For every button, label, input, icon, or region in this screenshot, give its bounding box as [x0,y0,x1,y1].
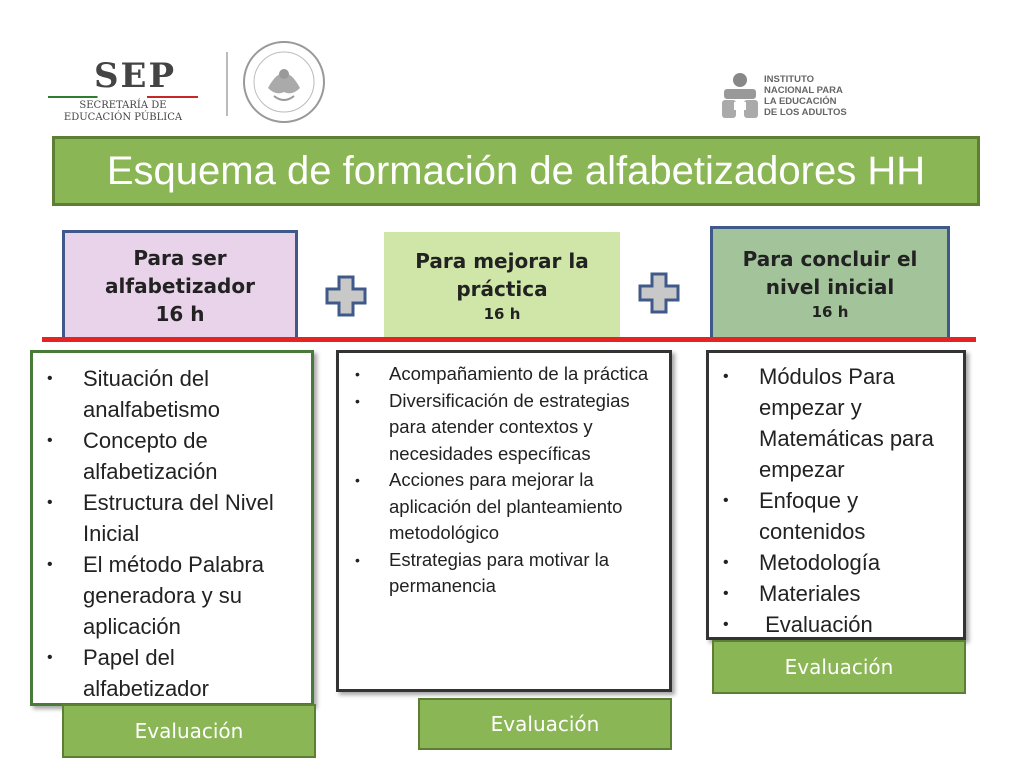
plus-icon [325,275,367,317]
content-box-3 [706,350,966,640]
list-item: • Estructura del Nivel Inicial [83,487,303,549]
inea-logo [720,72,870,124]
list-item: • Estrategias para motivar la permanencia [389,547,661,600]
column-header-2-hours: 16 h [483,305,521,323]
evaluation-label-2: Evaluación [490,712,600,736]
inea-line-3: LA EDUCACIÓN [764,96,837,107]
column-header-1-title: Para ser alfabetizador [105,246,255,298]
list-item: • Acciones para mejorar la aplicación del planteamiento metodológico [389,467,661,547]
list-item: • Acompañamiento de la práctica [389,361,661,388]
inea-line-4: DE LOS ADULTOS [764,107,847,118]
evaluation-box-1 [62,704,316,758]
sep-logo-text: SEP [94,56,177,96]
evaluation-label-1: Evaluación [134,719,244,743]
column-header-3-hours: 16 h [811,303,849,321]
list-item: • Metodología [759,547,955,578]
logo-divider [226,52,228,116]
inea-people-icon [720,72,760,120]
red-divider-line [42,337,976,342]
content-list-2 [343,361,661,600]
column-header-2 [384,232,620,340]
sep-logo-subtitle [58,100,188,124]
plus-icon [638,272,680,314]
column-header-2-title: Para mejorar la práctica [415,249,589,301]
sep-subtitle-line-1: SECRETARÍA DE [79,100,167,111]
list-item: • El método Palabra generadora y su aplicación [83,549,303,642]
list-item: • Evaluación [759,609,955,640]
evaluation-label-3: Evaluación [784,655,894,679]
content-list-3 [713,361,955,640]
column-header-1-hours: 16 h [155,302,205,326]
list-item: • Concepto de alfabetización [83,425,303,487]
column-header-1 [62,230,298,342]
list-item: • Papel del alfabetizador [83,642,303,704]
list-item: • Materiales [759,578,955,609]
inea-line-1: INSTITUTO [764,74,814,85]
column-header-3 [710,226,950,342]
inea-logo-text [764,74,874,118]
content-box-2 [336,350,672,692]
evaluation-box-2 [418,698,672,750]
column-header-3-title: Para concluir el nivel inicial [742,247,918,299]
title-banner [52,136,980,206]
content-list-1 [37,363,303,704]
sep-logo [48,56,208,126]
page-title: Esquema de formación de alfabetizadores HH [106,148,926,193]
seal-icon [238,38,330,126]
list-item: • Situación del analfabetismo [83,363,303,425]
evaluation-box-3 [712,640,966,694]
list-item: • Diversificación de estrategias para atender contextos y necesidades específicas [389,388,661,468]
sep-flag-line [48,96,198,98]
inea-line-2: NACIONAL PARA [764,85,843,96]
content-box-1 [30,350,314,706]
list-item: • Enfoque y contenidos [759,485,955,547]
sep-subtitle-line-2: EDUCACIÓN PÚBLICA [63,112,183,123]
list-item: • Módulos Para empezar y Matemáticas para empezar [759,361,955,485]
